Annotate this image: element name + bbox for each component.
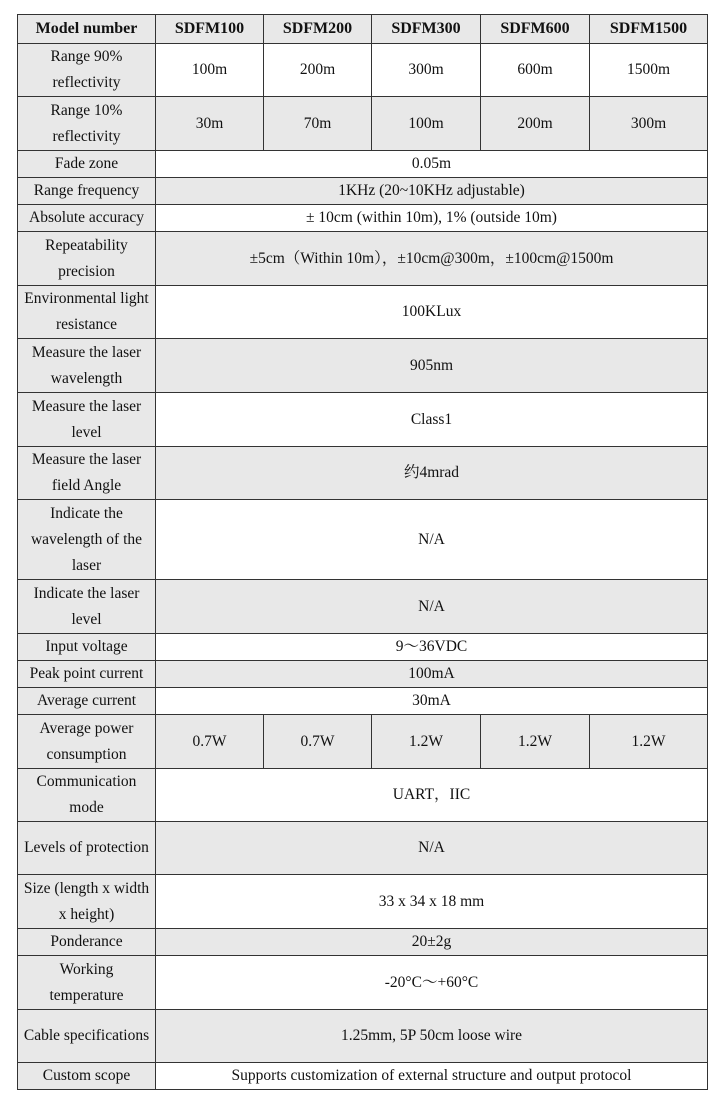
- cell-value: 1.25mm, 5P 50cm loose wire: [156, 1010, 708, 1063]
- cell-value: Supports customization of external structure and output protocol: [156, 1063, 708, 1090]
- row-cable: [18, 1010, 708, 1063]
- row-range-90: [18, 44, 708, 97]
- cell-value: 约4mrad: [156, 447, 708, 500]
- cell-value: 300m: [372, 44, 481, 97]
- cell-value: ±5cm（Within 10m），±10cm@300m，±100cm@1500m: [156, 232, 708, 286]
- row-label: Size (length x width x height): [18, 875, 156, 929]
- row-label: Average power consumption: [18, 715, 156, 769]
- row-laser-field-angle: [18, 447, 708, 500]
- cell-value: 1.2W: [590, 715, 708, 769]
- row-label: Ponderance: [18, 929, 156, 956]
- row-label: Indicate the laser level: [18, 580, 156, 634]
- cell-value: 200m: [264, 44, 372, 97]
- row-ponderance: [18, 929, 708, 956]
- row-communication: [18, 769, 708, 822]
- cell-value: 1500m: [590, 44, 708, 97]
- model-sdfm200: SDFM200: [264, 15, 372, 44]
- row-label: Levels of protection: [18, 822, 156, 875]
- model-sdfm1500: SDFM1500: [590, 15, 708, 44]
- row-label: Cable specifications: [18, 1010, 156, 1063]
- cell-value: Class1: [156, 393, 708, 447]
- spec-table: [17, 14, 708, 1090]
- row-label: Custom scope: [18, 1063, 156, 1090]
- row-label: Input voltage: [18, 634, 156, 661]
- row-input-voltage: [18, 634, 708, 661]
- cell-value: 20±2g: [156, 929, 708, 956]
- cell-value: 100KLux: [156, 286, 708, 339]
- row-average-current: [18, 688, 708, 715]
- row-peak-current: [18, 661, 708, 688]
- row-size: [18, 875, 708, 929]
- row-label: Communication mode: [18, 769, 156, 822]
- row-laser-wavelength: [18, 339, 708, 393]
- cell-value: N/A: [156, 500, 708, 580]
- cell-value: N/A: [156, 580, 708, 634]
- row-range-frequency: [18, 178, 708, 205]
- row-label: Fade zone: [18, 151, 156, 178]
- cell-value: 200m: [481, 97, 590, 151]
- row-label: Measure the laser wavelength: [18, 339, 156, 393]
- row-label: Range 90% reflectivity: [18, 44, 156, 97]
- row-laser-level: [18, 393, 708, 447]
- row-label: Average current: [18, 688, 156, 715]
- row-protection: [18, 822, 708, 875]
- row-label: Indicate the wavelength of the laser: [18, 500, 156, 580]
- cell-value: -20°C～+60°C: [156, 956, 708, 1010]
- header-label: Model number: [18, 15, 156, 44]
- cell-value: 0.05m: [156, 151, 708, 178]
- cell-value: 0.7W: [156, 715, 264, 769]
- cell-value: N/A: [156, 822, 708, 875]
- cell-value: 30m: [156, 97, 264, 151]
- cell-value: 1.2W: [372, 715, 481, 769]
- row-label: Range 10% reflectivity: [18, 97, 156, 151]
- cell-value: 905nm: [156, 339, 708, 393]
- cell-value: 70m: [264, 97, 372, 151]
- row-working-temp: [18, 956, 708, 1010]
- model-sdfm600: SDFM600: [481, 15, 590, 44]
- cell-value: ± 10cm (within 10m), 1% (outside 10m): [156, 205, 708, 232]
- cell-value: 33 x 34 x 18 mm: [156, 875, 708, 929]
- cell-value: 600m: [481, 44, 590, 97]
- row-label: Environmental light resistance: [18, 286, 156, 339]
- cell-value: 9～36VDC: [156, 634, 708, 661]
- cell-value: UART，IIC: [156, 769, 708, 822]
- cell-value: 300m: [590, 97, 708, 151]
- row-average-power: [18, 715, 708, 769]
- cell-value: 30mA: [156, 688, 708, 715]
- cell-value: 100m: [156, 44, 264, 97]
- row-label: Working temperature: [18, 956, 156, 1010]
- header-row: [18, 15, 708, 44]
- row-env-light: [18, 286, 708, 339]
- model-sdfm100: SDFM100: [156, 15, 264, 44]
- row-label: Repeatability precision: [18, 232, 156, 286]
- row-label: Measure the laser level: [18, 393, 156, 447]
- cell-value: 1KHz (20~10KHz adjustable): [156, 178, 708, 205]
- row-absolute-accuracy: [18, 205, 708, 232]
- row-label: Absolute accuracy: [18, 205, 156, 232]
- row-label: Range frequency: [18, 178, 156, 205]
- cell-value: 0.7W: [264, 715, 372, 769]
- row-indicate-wavelength: [18, 500, 708, 580]
- row-fade-zone: [18, 151, 708, 178]
- row-indicate-level: [18, 580, 708, 634]
- model-sdfm300: SDFM300: [372, 15, 481, 44]
- row-label: Measure the laser field Angle: [18, 447, 156, 500]
- row-range-10: [18, 97, 708, 151]
- row-custom-scope: [18, 1063, 708, 1090]
- cell-value: 100mA: [156, 661, 708, 688]
- row-repeatability: [18, 232, 708, 286]
- cell-value: 1.2W: [481, 715, 590, 769]
- cell-value: 100m: [372, 97, 481, 151]
- row-label: Peak point current: [18, 661, 156, 688]
